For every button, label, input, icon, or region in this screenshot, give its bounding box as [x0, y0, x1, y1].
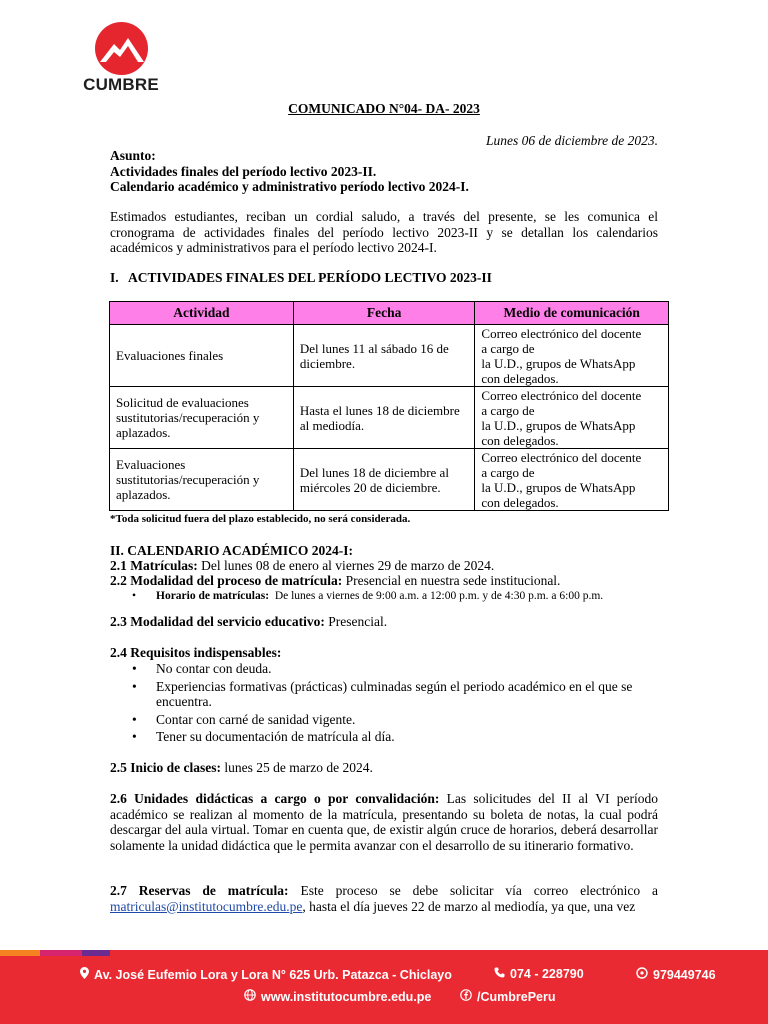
item-text: Del lunes 08 de enero al viernes 29 de marzo de 2024. [197, 558, 495, 573]
footer-facebook[interactable] [460, 989, 556, 1006]
section-2-heading: II. CALENDARIO ACADÉMICO 2024-I: [110, 543, 354, 558]
channel-line: a cargo de [481, 464, 535, 480]
table-row [110, 449, 669, 511]
list-item: • Contar con carné de sanidad vigente. [110, 712, 670, 728]
item-text: Este proceso se debe solicitar vía correo electrónico a [288, 883, 658, 898]
intro-paragraph: Estimados estudiantes, reciban un cordial saludo, a través del presente, se les comunica el cronograma de actividades finales del período lectivo 2023-II y se detallan los calendarios académicos y administrativos para el período lectivo 2024-I. [110, 209, 658, 255]
requirements-list [110, 661, 670, 745]
location-pin-icon [80, 967, 89, 984]
item-label: 2.7 Reservas de matrícula: [110, 883, 289, 898]
activity-cell: Solicitud de evaluaciones sustitutorias/recuperación y aplazados. [110, 387, 294, 449]
footer-stripe [40, 950, 82, 956]
mountain-logo-icon [95, 22, 148, 75]
item-2-4-label: 2.4 Requisitos indispensables: [110, 645, 282, 660]
subject-block [110, 148, 670, 195]
phone-icon [494, 967, 505, 983]
item-text: lunes 25 de marzo de 2024. [221, 760, 373, 775]
whatsapp-text: 979449746 [653, 968, 716, 982]
channel-line: con delegados. [481, 494, 559, 510]
item-label: 2.1 Matrículas: [110, 558, 198, 573]
channel-line: a cargo de [481, 402, 535, 418]
table-row [110, 325, 669, 387]
footer-address [80, 967, 452, 984]
table-header-row [110, 302, 669, 325]
schedule-text: De lunes a viernes de 9:00 a.m. a 12:00 p.m. y de 4:30 p.m. a 6:00 p.m. [269, 590, 604, 602]
footer-stripe [82, 950, 110, 956]
whatsapp-icon [636, 967, 648, 984]
activity-cell: Evaluaciones sustitutorias/recuperación y aplazados. [110, 449, 294, 511]
item-2-2 [110, 573, 668, 589]
document-date: Lunes 06 de diciembre de 2023. [486, 133, 658, 148]
footer-stripe [0, 950, 40, 956]
list-item: • Tener su documentación de matrícula al día. [110, 729, 670, 745]
item-2-7 [110, 883, 658, 914]
channel-cell [475, 387, 669, 449]
document-title: COMUNICADO N°04- DA- 2023 [288, 101, 480, 116]
column-header: Medio de comunicación [475, 302, 669, 325]
date-cell: Hasta el lunes 18 de diciembre al mediodía. [293, 387, 475, 449]
facebook-text: /CumbrePeru [477, 990, 556, 1004]
address-text: Av. José Eufemio Lora y Lora N° 625 Urb. Patazca - Chiclayo [94, 968, 452, 982]
column-header: Actividad [110, 302, 294, 325]
email-link[interactable]: matriculas@institutocumbre.edu.pe [110, 898, 303, 914]
column-header: Fecha [293, 302, 475, 325]
phone-text: 074 - 228790 [510, 967, 584, 981]
date-cell: Del lunes 18 de diciembre al miércoles 20 de diciembre. [293, 449, 475, 511]
subject-line-1: Actividades finales del período lectivo 2023-II. [110, 163, 377, 179]
footer-phone[interactable] [494, 967, 584, 983]
facebook-icon [460, 989, 472, 1006]
channel-line: la U.D., grupos de WhatsApp [481, 417, 636, 433]
section-1-heading: I. ACTIVIDADES FINALES DEL PERÍODO LECTIVO 2023-II [110, 270, 492, 285]
date-cell: Del lunes 11 al sábado 16 de diciembre. [293, 325, 475, 387]
subject-label: Asunto: [110, 148, 156, 163]
channel-line: la U.D., grupos de WhatsApp [481, 479, 636, 495]
channel-line: con delegados. [481, 432, 559, 448]
footer-bar [0, 950, 768, 1024]
channel-line: Correo electrónico del docente [481, 325, 642, 341]
activity-cell: Evaluaciones finales [110, 325, 294, 387]
table-row [110, 387, 669, 449]
channel-cell [475, 325, 669, 387]
item-2-6 [110, 791, 658, 853]
channel-line: Correo electrónico del docente [481, 449, 642, 465]
schedule-label: Horario de matrículas: [156, 590, 270, 602]
item-2-1 [110, 558, 668, 574]
brand-name: CUMBRE [83, 75, 159, 94]
table-footnote: *Toda solicitud fuera del plazo establecido, no será considerada. [110, 513, 411, 525]
item-2-3 [110, 614, 668, 630]
list-item: • No contar con deuda. [110, 661, 670, 677]
item-text: Presencial en nuestra sede institucional. [342, 573, 561, 588]
globe-icon [244, 989, 256, 1006]
list-item: • Experiencias formativas (prácticas) culminadas según el periodo académico en el que se encuentra. [110, 679, 670, 710]
item-text: Las solicitudes del II al VI período académico se realizan al momento de la matrícula, presentando su boleta de notas, la cual podrá descargar del aula virtual. Tomar en cuenta que, de existir algún cruce de horarios, deberá desarrollar solamente la unidad didáctica que le permita avanzar con el desarrollo de su itinerario formativo. [110, 791, 658, 853]
cumbre-logo [80, 22, 162, 94]
schedule-list [110, 589, 668, 605]
website-text: www.institutocumbre.edu.pe [261, 990, 432, 1004]
item-label: 2.6 Unidades didácticas a cargo o por convalidación: [110, 791, 440, 806]
item-text: Presencial. [324, 614, 388, 629]
channel-line: la U.D., grupos de WhatsApp [481, 355, 636, 371]
activities-table [109, 301, 669, 511]
item-2-5 [110, 760, 668, 776]
item-label: 2.2 Modalidad del proceso de matrícula: [110, 573, 343, 588]
channel-line: Correo electrónico del docente [481, 387, 642, 403]
list-item [110, 589, 668, 605]
item-text: , hasta el día jueves 22 de marzo al mediodía, ya que, una vez [302, 898, 636, 914]
item-label: 2.3 Modalidad del servicio educativo: [110, 614, 325, 629]
subject-line-2: Calendario académico y administrativo período lectivo 2024-I. [110, 179, 469, 194]
channel-line: a cargo de [481, 340, 535, 356]
footer-website[interactable] [244, 989, 431, 1006]
channel-cell [475, 449, 669, 511]
footer-whatsapp[interactable] [636, 967, 716, 984]
channel-line: con delegados. [481, 370, 559, 386]
item-label: 2.5 Inicio de clases: [110, 760, 221, 775]
